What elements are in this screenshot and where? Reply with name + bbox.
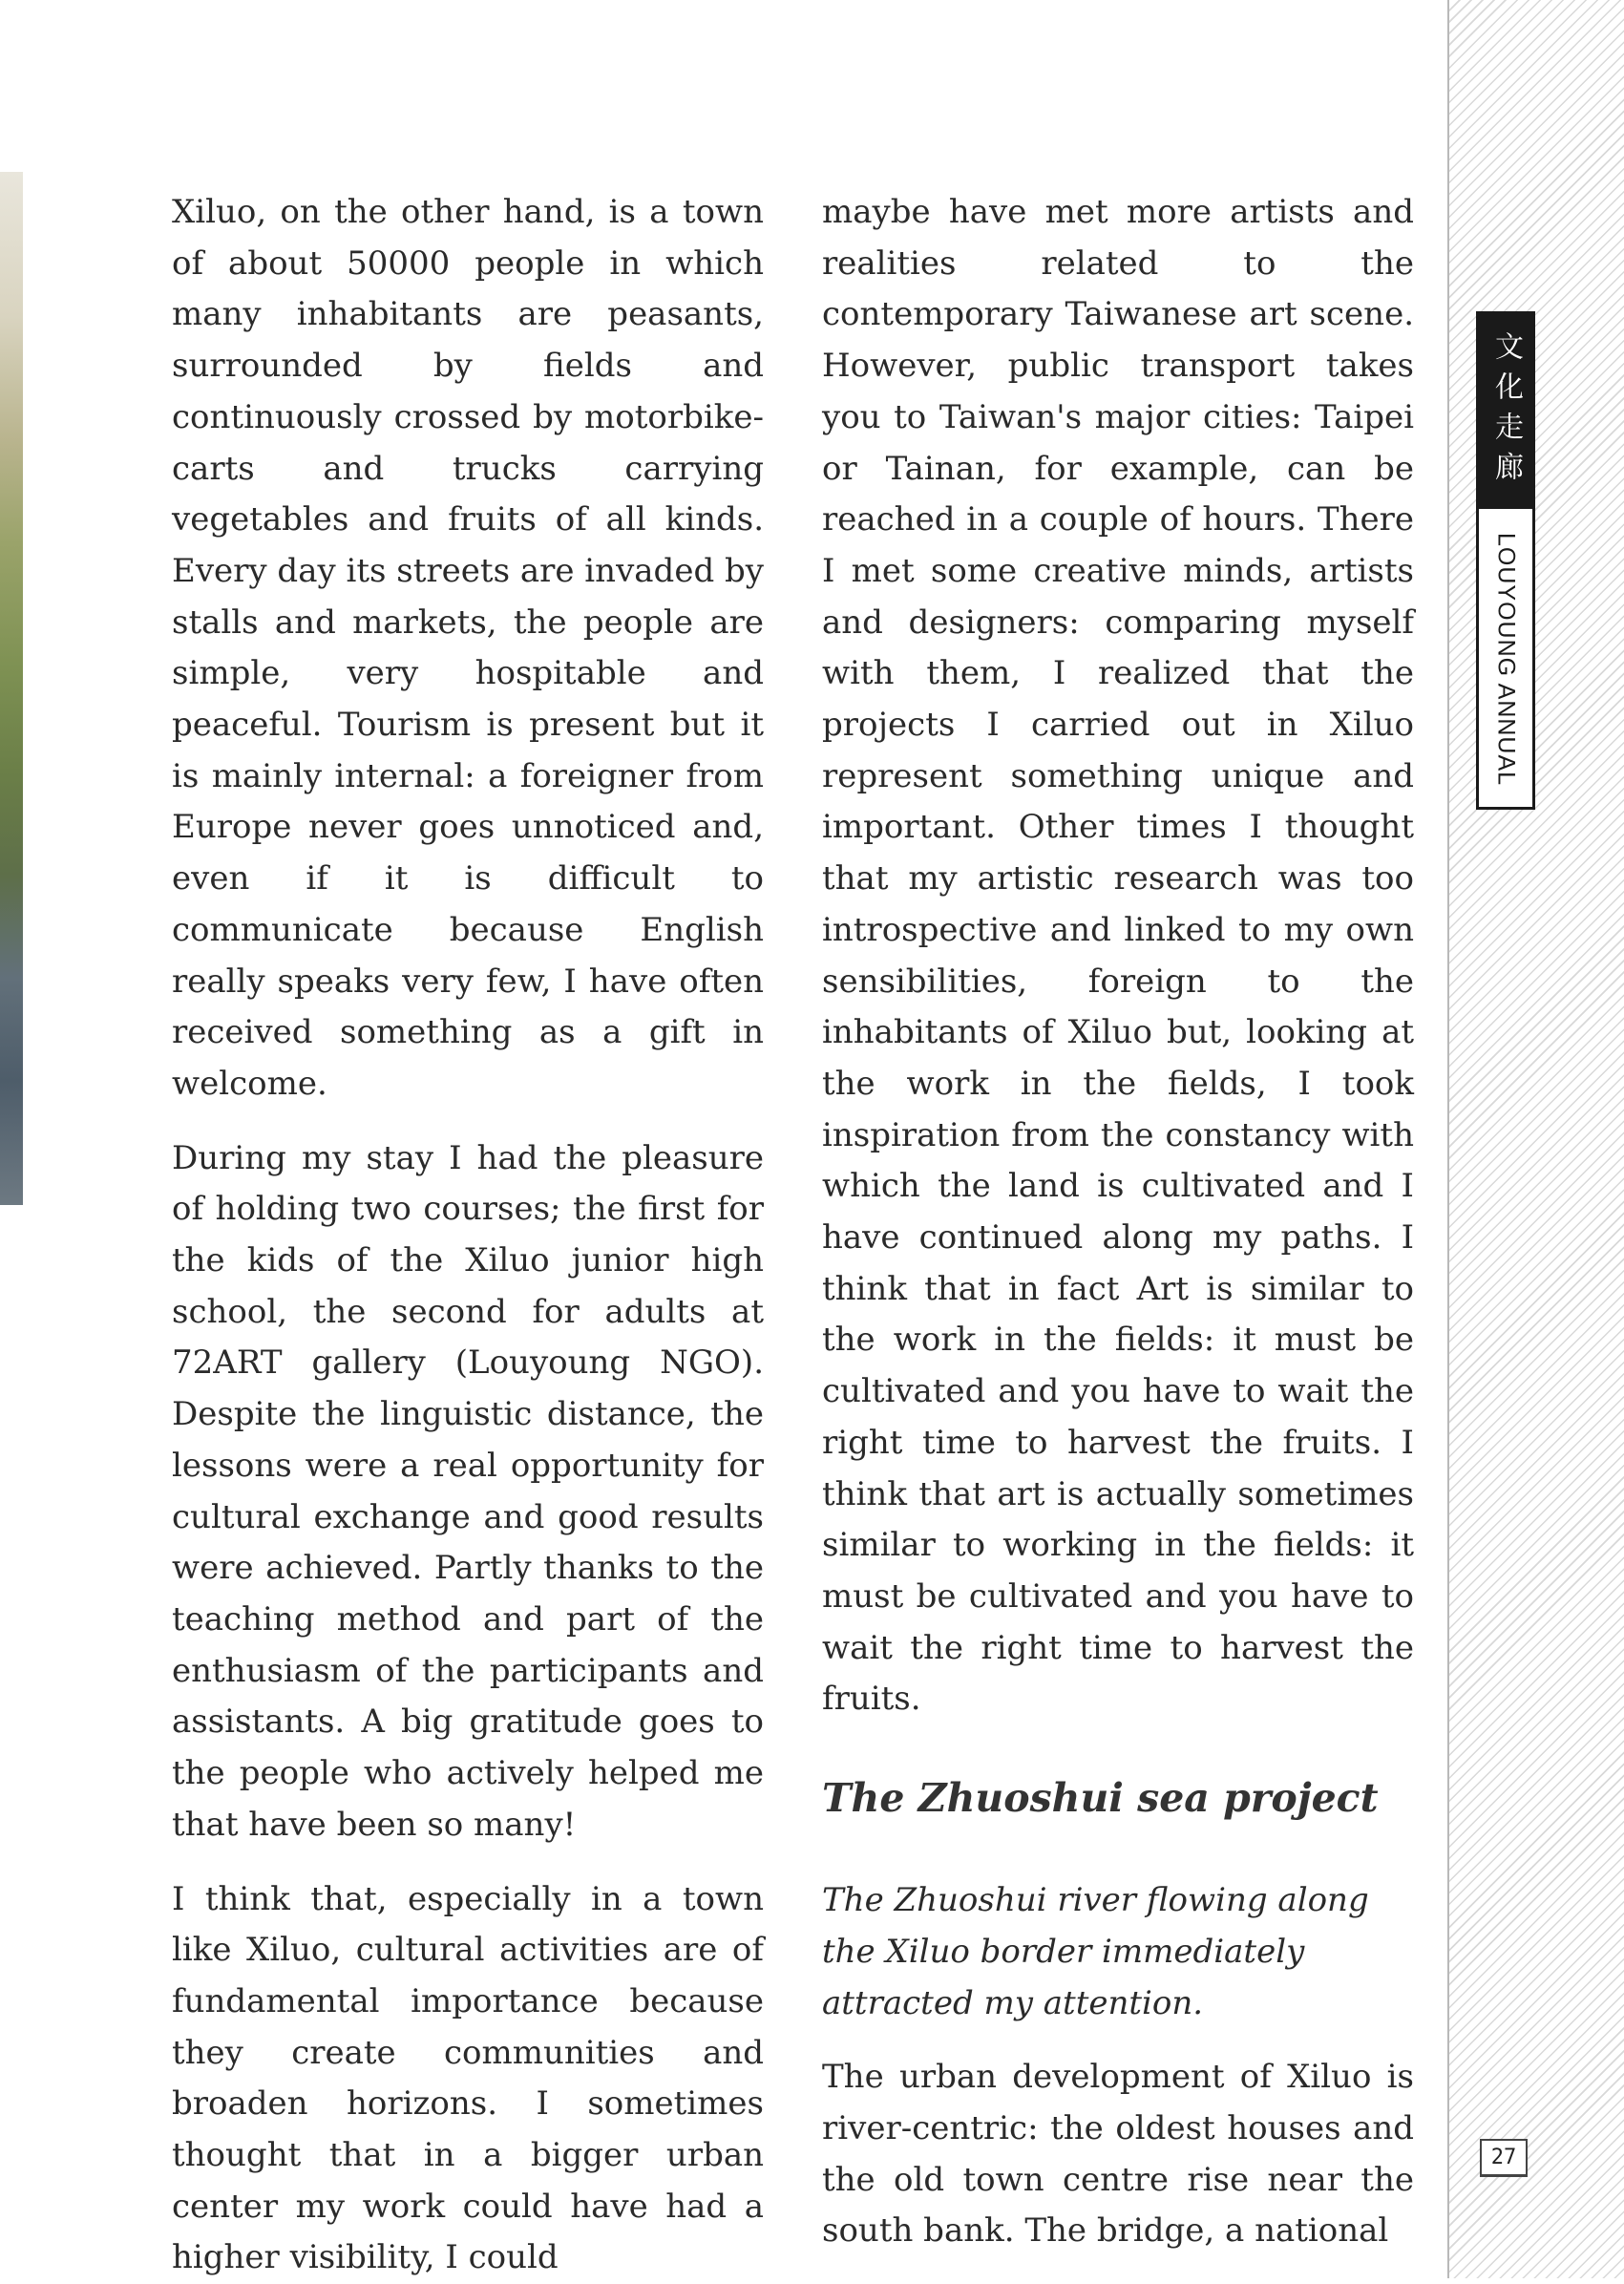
section-tab-cjk: 文化走廊: [1479, 314, 1532, 509]
paragraph: I think that, especially in a town like Xiluo, cultural activities are of fundamental importance because they create communities and broaden horizons. I sometimes thought that in a bigger urban center my work could have had a higher visibility, I could: [172, 1874, 764, 2284]
photo-edge: [0, 172, 23, 1205]
page-number: 27: [1480, 2139, 1528, 2177]
publication-name: LOUYOUNG ANNUAL: [1479, 517, 1532, 803]
section-tab: [1476, 311, 1535, 810]
article-column-right: [822, 187, 1414, 2257]
paragraph: During my stay I had the pleasure of holding two courses; the first for the kids of the Xiluo junior high school, the second for adults at 72ART gallery (Louyoung NGO). Despite the linguistic distance, the lessons were a real opportunity for cultural exchange and good results were achieved. Partly thanks to the teaching method and part of the enthusiasm of the participants and assistants. A big gratitude goes to the people who actively helped me that have been so many!: [172, 1133, 764, 1851]
paragraph: maybe have met more artists and realities related to the contemporary Taiwanese art scene. However, public transport takes you to Taiwan's major cities: Taipei or Tainan, for example, can be reached in a couple of hours. There I met some creative minds, artists and designers: comparing myself with them, I realized that the projects I carried out in Xiluo represent something unique and important. Other times I thought that my artistic research was too introspective and linked to my own sensibilities, foreign to the inhabitants of Xiluo but, looking at the work in the fields, I took inspiration from the constancy with which the land is cultivated and I have continued along my paths. I think that in fact Art is similar to the work in the fields: it must be cultivated and you have to wait the right time to harvest the fruits. I think that art is actually sometimes similar to working in the fields: it must be cultivated and you have to wait the right time to harvest the fruits.: [822, 187, 1414, 1725]
paragraph: Xiluo, on the other hand, is a town of about 50000 people in which many inhabitants are peasants, surrounded by fields and continuously crossed by motorbike-carts and trucks carrying vegetables and fruits of all kinds. Every day its streets are invaded by stalls and markets, the people are simple, very hospitable and peaceful. Tourism is present but it is mainly internal: a foreigner from Europe never goes unnoticed and, even if it is difficult to communicate because English really speaks very few, I have often received something as a gift in welcome.: [172, 187, 764, 1110]
article-column-left: [172, 187, 764, 2284]
side-margin: [1447, 0, 1624, 2278]
section-lead: The Zhuoshui river flowing along the Xiluo border immediately attracted my attention.: [822, 1875, 1414, 2029]
paragraph: The urban development of Xiluo is river-centric: the oldest houses and the old town centre rise near the south bank. The bridge, a national: [822, 2052, 1414, 2257]
section-heading: The Zhuoshui sea project: [822, 1773, 1414, 1824]
